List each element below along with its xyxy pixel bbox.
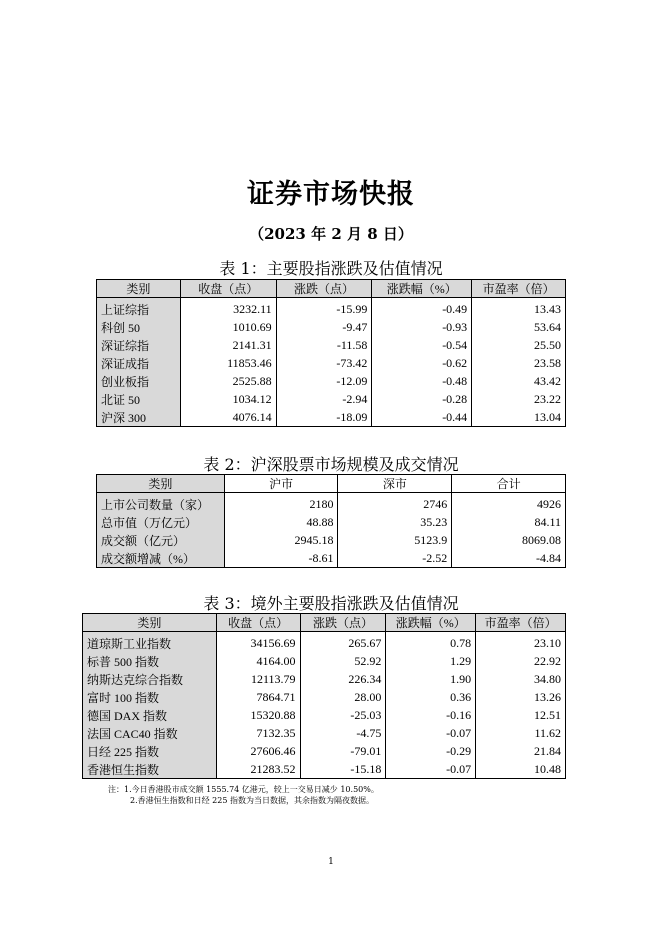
table-row	[83, 688, 566, 706]
table-row	[97, 493, 566, 514]
table-cell: -79.01	[300, 742, 386, 760]
table1-header-cell: 类别	[97, 280, 181, 298]
table1-caption: 表 1：主要股指涨跌及估值情况	[219, 259, 443, 278]
page-number: 1	[328, 857, 334, 867]
table-cell: -9.47	[276, 318, 372, 336]
table-cell: 15320.88	[216, 706, 300, 724]
table-cell: 道琼斯工业指数	[83, 632, 217, 653]
table2-header-cell: 类别	[97, 475, 225, 493]
table-cell: -0.62	[372, 354, 472, 372]
table-cell: 2525.88	[180, 372, 276, 390]
table-cell: -2.94	[276, 390, 372, 408]
table-cell: 成交额增减（%）	[97, 549, 225, 568]
table-cell: 22.92	[476, 652, 566, 670]
report-title: 证券市场快报	[247, 179, 415, 210]
table-cell: 226.34	[300, 670, 386, 688]
table-cell: 8069.08	[452, 531, 566, 549]
table-cell: 25.50	[472, 336, 566, 354]
table-cell: -18.09	[276, 408, 372, 427]
table-cell: 1.90	[386, 670, 476, 688]
table-cell: 上证综指	[97, 298, 181, 319]
table-cell: -0.44	[372, 408, 472, 427]
table-cell: 34156.69	[216, 632, 300, 653]
table-cell: 48.88	[224, 513, 338, 531]
table2-header-cell: 深市	[338, 475, 452, 493]
table-cell: 28.00	[300, 688, 386, 706]
table-cell: -0.93	[372, 318, 472, 336]
table-cell: 13.04	[472, 408, 566, 427]
table3-header-cell: 类别	[83, 614, 217, 632]
table-row	[83, 724, 566, 742]
table-cell: 标普 500 指数	[83, 652, 217, 670]
table-cell: -8.61	[224, 549, 338, 568]
table-cell: 2746	[338, 493, 452, 514]
table-cell: 深证综指	[97, 336, 181, 354]
table-cell: 27606.46	[216, 742, 300, 760]
table-cell: 7132.35	[216, 724, 300, 742]
table-cell: 1010.69	[180, 318, 276, 336]
table3-header-cell: 涨跌（点）	[300, 614, 386, 632]
table-cell: 科创 50	[97, 318, 181, 336]
table-cell: 265.67	[300, 632, 386, 653]
table-cell: 2180	[224, 493, 338, 514]
table-cell: -0.07	[386, 760, 476, 779]
table2-caption: 表 2：沪深股票市场规模及成交情况	[203, 455, 459, 474]
table-cell: 2141.31	[180, 336, 276, 354]
table-cell: 深证成指	[97, 354, 181, 372]
table-cell: -15.18	[300, 760, 386, 779]
table3-overseas-indices	[82, 613, 566, 779]
table-row	[83, 706, 566, 724]
table-cell: -0.16	[386, 706, 476, 724]
footnotes	[108, 784, 379, 806]
table-row	[83, 760, 566, 779]
table-cell: -0.49	[372, 298, 472, 319]
table-cell: 52.92	[300, 652, 386, 670]
table-cell: 11.62	[476, 724, 566, 742]
table-cell: 21283.52	[216, 760, 300, 779]
table3-header-cell: 涨跌幅（%）	[386, 614, 476, 632]
table1-main-indices	[96, 279, 566, 427]
table-cell: 4164.00	[216, 652, 300, 670]
table-row	[83, 632, 566, 653]
table-cell: -0.28	[372, 390, 472, 408]
table2-market-size	[96, 474, 566, 568]
table-row	[97, 531, 566, 549]
table-cell: 7864.71	[216, 688, 300, 706]
table-cell: 12.51	[476, 706, 566, 724]
table1-header-row	[97, 280, 566, 298]
table-cell: 香港恒生指数	[83, 760, 217, 779]
table-cell: 上市公司数量（家）	[97, 493, 225, 514]
table-cell: 53.64	[472, 318, 566, 336]
table-cell: -15.99	[276, 298, 372, 319]
table-row	[97, 336, 566, 354]
table-row	[97, 408, 566, 427]
table-row	[97, 354, 566, 372]
table-cell: 4926	[452, 493, 566, 514]
table-cell: -4.75	[300, 724, 386, 742]
table2-header-cell: 沪市	[224, 475, 338, 493]
table3-header-cell: 市盈率（倍）	[476, 614, 566, 632]
table-cell: 21.84	[476, 742, 566, 760]
table-cell: 10.48	[476, 760, 566, 779]
table-cell: 43.42	[472, 372, 566, 390]
table-cell: -25.03	[300, 706, 386, 724]
table-cell: 纳斯达克综合指数	[83, 670, 217, 688]
table-cell: 北证 50	[97, 390, 181, 408]
table-cell: 成交额（亿元）	[97, 531, 225, 549]
table-cell: 0.36	[386, 688, 476, 706]
table-cell: 1.29	[386, 652, 476, 670]
table-row	[97, 318, 566, 336]
table-row	[97, 298, 566, 319]
table3-header-row	[83, 614, 566, 632]
table-cell: -0.07	[386, 724, 476, 742]
table-cell: 23.58	[472, 354, 566, 372]
table-cell: 3232.11	[180, 298, 276, 319]
table-row	[83, 670, 566, 688]
table-cell: -12.09	[276, 372, 372, 390]
table-cell: 创业板指	[97, 372, 181, 390]
table-row	[97, 549, 566, 568]
table-cell: 11853.46	[180, 354, 276, 372]
table-cell: 德国 DAX 指数	[83, 706, 217, 724]
table2-header-row	[97, 475, 566, 493]
table-cell: 4076.14	[180, 408, 276, 427]
table2-header-cell: 合计	[452, 475, 566, 493]
table-cell: 1034.12	[180, 390, 276, 408]
table-cell: 34.80	[476, 670, 566, 688]
table-cell: -0.54	[372, 336, 472, 354]
table-cell: -73.42	[276, 354, 372, 372]
table3-header-cell: 收盘（点）	[216, 614, 300, 632]
table-cell: 富时 100 指数	[83, 688, 217, 706]
table-cell: 0.78	[386, 632, 476, 653]
table-cell: 13.43	[472, 298, 566, 319]
table1-header-cell: 涨跌（点）	[276, 280, 372, 298]
table-cell: -11.58	[276, 336, 372, 354]
table3-caption: 表 3：境外主要股指涨跌及估值情况	[203, 594, 459, 613]
table-cell: 2945.18	[224, 531, 338, 549]
table1-header-cell: 市盈率（倍）	[472, 280, 566, 298]
table-row	[97, 513, 566, 531]
table-cell: 35.23	[338, 513, 452, 531]
table-row	[83, 742, 566, 760]
table-row	[97, 390, 566, 408]
report-date: （2023 年 2 月 8 日）	[249, 225, 413, 243]
table-row	[97, 372, 566, 390]
footnote-1: 注：1.今日香港股市成交额 1555.74 亿港元，较上一交易日减少 10.50%。	[108, 785, 379, 794]
table1-header-cell: 收盘（点）	[180, 280, 276, 298]
table-cell: 法国 CAC40 指数	[83, 724, 217, 742]
table1-header-cell: 涨跌幅（%）	[372, 280, 472, 298]
table-cell: 沪深 300	[97, 408, 181, 427]
table-cell: -0.29	[386, 742, 476, 760]
table-row	[83, 652, 566, 670]
table-cell: 5123.9	[338, 531, 452, 549]
table-cell: 23.10	[476, 632, 566, 653]
table-cell: 12113.79	[216, 670, 300, 688]
table-cell: 23.22	[472, 390, 566, 408]
table-cell: -4.84	[452, 549, 566, 568]
table-cell: -2.52	[338, 549, 452, 568]
footnote-2: 2.香港恒生指数和日经 225 指数为当日数据，其余指数为隔夜数据。	[130, 796, 374, 805]
table-cell: 84.11	[452, 513, 566, 531]
table-cell: 总市值（万亿元）	[97, 513, 225, 531]
table-cell: 13.26	[476, 688, 566, 706]
table-cell: -0.48	[372, 372, 472, 390]
table-cell: 日经 225 指数	[83, 742, 217, 760]
